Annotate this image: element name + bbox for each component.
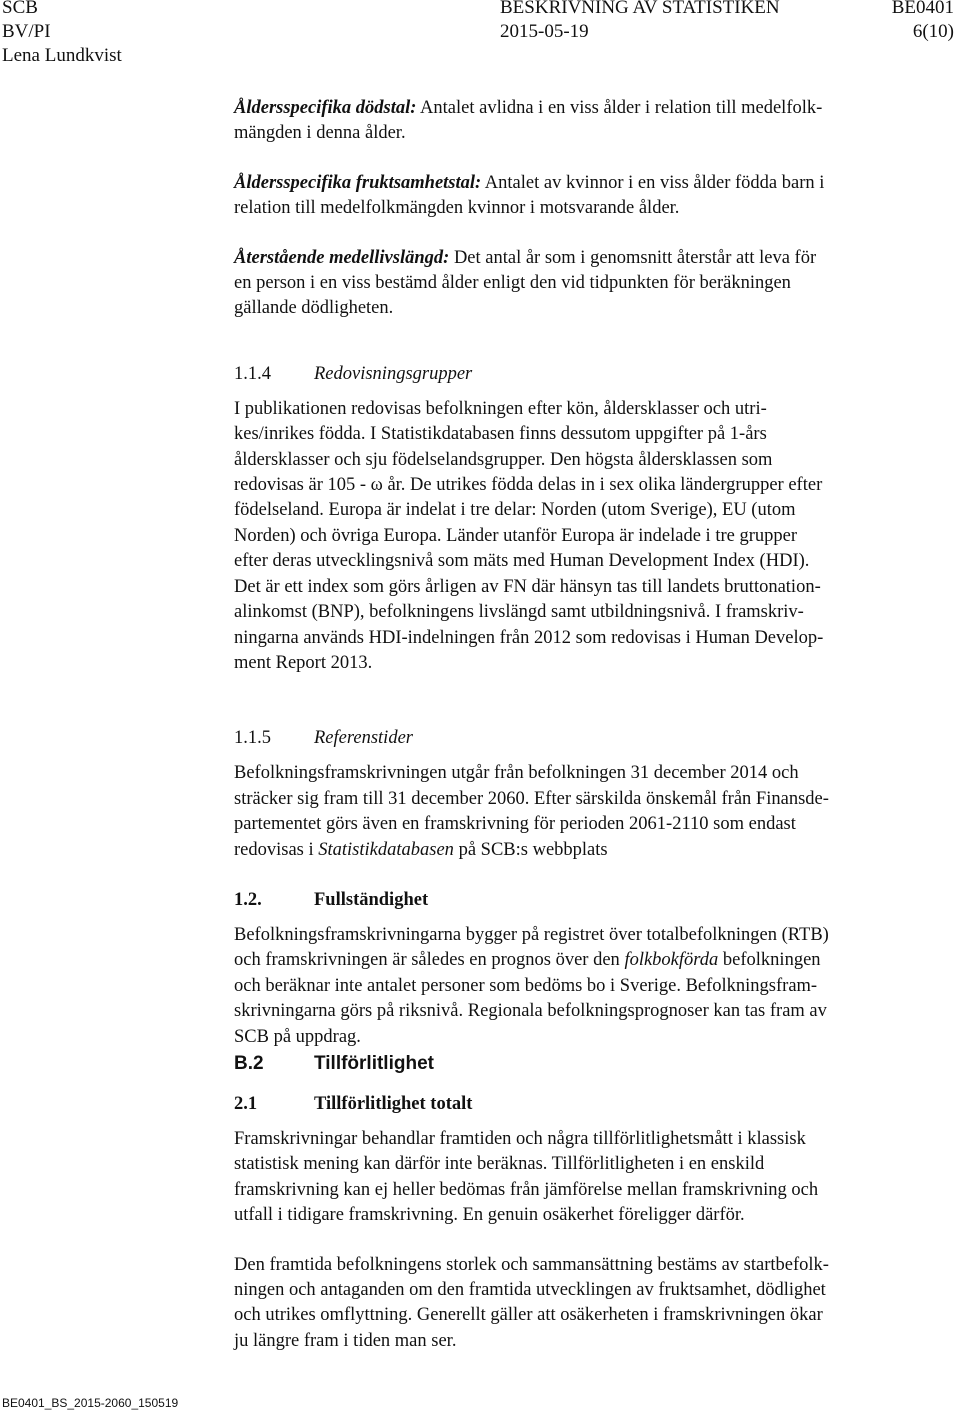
section-number: 2.1 xyxy=(234,1093,258,1114)
section-number: 1.2. xyxy=(234,889,262,910)
header-date: 2015-05-19 xyxy=(500,21,589,42)
body-text: Befolkningsframskrivningarna bygger på registret över totalbefolkningen (RTB) och framskrivningen är således en prognos över den xyxy=(234,924,829,971)
header-page-number: 6(10) xyxy=(912,21,954,42)
section-heading-1-1-4 xyxy=(234,362,939,387)
section-title: Referenstider xyxy=(314,728,413,749)
definition-term: Återstående medellivslängd: xyxy=(234,247,450,268)
body-text: på SCB:s webbplats xyxy=(453,839,608,860)
section-number: 1.1.4 xyxy=(234,363,271,384)
definitions-list xyxy=(234,96,939,322)
header-author: Lena Lundkvist xyxy=(2,45,122,66)
definition-term: Åldersspecifika dödstal: xyxy=(234,98,417,118)
header-org: SCB xyxy=(2,0,38,18)
section-body-fullstandighet xyxy=(234,923,939,1050)
body-italic-term: folkbokförda xyxy=(624,950,719,971)
definition-text: Antalet av kvinnor i en viss ålder födda barn i relation till medelfolkmängden kvinnor i motsvarande ålder. xyxy=(234,172,825,219)
section-heading-1-2 xyxy=(234,888,939,913)
definition-text: Antalet avlidna i en viss ålder i relation till medelfolk- mängden i denna ålder. xyxy=(234,98,823,144)
definition-item xyxy=(234,171,939,222)
section-heading-2-1 xyxy=(234,1092,939,1117)
section-title: Fullständighet xyxy=(314,889,429,910)
definition-term: Åldersspecifika fruktsamhetstal: xyxy=(234,172,482,193)
section-title: Redovisningsgrupper xyxy=(314,363,473,384)
section-body-paragraph: Den framtida befolkningens storlek och sammansättning bestäms av startbefolk- ningen och antaganden om den framtida utvecklingen av fruktsamhet, dödlighet och utrikes omflyttning. Generellt gäller att osäkerheten i framskrivningen ökar ju längre fram i tiden man ser. xyxy=(234,1254,829,1351)
body-text: Befolkningsframskrivningen utgår från befolkningen 31 december 2014 och sträcker sig fram till 31 december 2060. Efter särskilda önskemål från Finansde- partementet görs även en framskrivning för perioden 2061-2110 som endast redovisas i xyxy=(234,763,829,860)
section-heading-1-1-5 xyxy=(234,726,939,751)
header-doc-title: BESKRIVNING AV STATISTIKEN xyxy=(500,0,780,18)
header-dept: BV/PI xyxy=(2,21,51,42)
body-italic-term: Statistikdatabasen xyxy=(318,839,454,860)
definition-text: Det antal år som i genomsnitt återstår att leva för en person i en viss bestämd ålder enligt den vid tidpunkten för beräkningen gällande dödligheten. xyxy=(234,247,817,319)
section-number: 1.1.5 xyxy=(234,728,271,749)
definition-item xyxy=(234,96,939,147)
section-body-paragraph: Framskrivningar behandlar framtiden och några tillförlitlighetsmått i klassisk statistisk mening kan därför inte beräknas. Tillförlitligheten i en enskild framskrivning kan ej heller bedömas från jämförelse mellan framskrivning och utfall i tidigare framskrivning. En genuin osäkerhet föreligger därför. xyxy=(234,1128,819,1226)
section-body-referenstider xyxy=(234,761,939,863)
section-heading-b-2 xyxy=(234,1050,939,1078)
section-title: Tillförlitlighet totalt xyxy=(314,1093,473,1114)
definition-item xyxy=(234,246,939,322)
section-title: Tillförlitlighet xyxy=(314,1052,434,1074)
section-number: B.2 xyxy=(234,1052,264,1074)
header-code: BE0401 xyxy=(891,0,954,18)
section-body-redovisningsgrupper: I publikationen redovisas befolkningen efter kön, åldersklasser och utri- kes/inrikes födda. I Statistikdatabasen finns dessutom uppgifter på 1-års åldersklasser och sju födelselandsgrupper. Den högsta åldersklassen som redovisas är 105 - ω år. De utrikes födda delas in i sex olika ländergrupper efter födelseland. Europa är indelat i tre delar: Norden (utom Sverige), EU (utom Norden) och övriga Europa. Länder utanför Europa är indelade i tre grupper efter deras utvecklingsnivå som mäts med Human Development Index (HDI). Det är ett index som görs årligen av FN där hänsyn tas till landets bruttonation- alinkomst (BNP), befolkningens livslängd samt utbildningsnivå. I framskriv- ningarna används HDI-indelningen från 2012 som redovisas i Human Develop- ment Report 2013. xyxy=(234,398,824,673)
footer-doc-id: BE0401_BS_2015-2060_150519 xyxy=(2,1396,179,1410)
body-text: befolkningen och beräknar inte antalet personer som bedöms bo i Sverige. Befolkningsfram- skrivningarna görs på riksnivå. Regionala befolkningsprognoser kan tas fram av SCB på uppdrag. xyxy=(234,950,827,1047)
page-content xyxy=(234,96,939,1354)
